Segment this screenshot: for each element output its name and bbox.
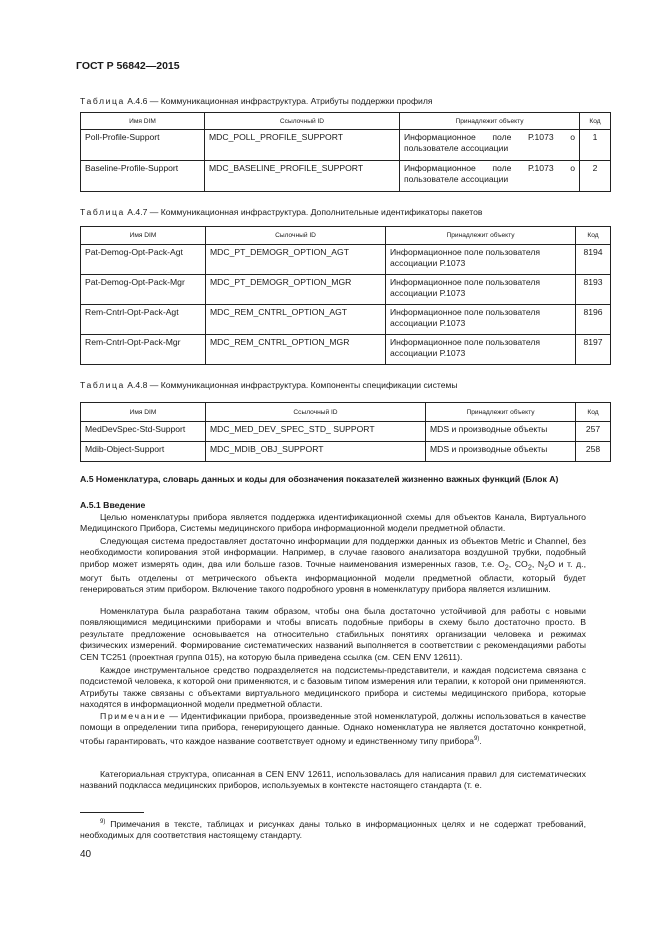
table-caption-a46 (80, 96, 433, 106)
subscript: 2 (527, 562, 532, 572)
table-caption-a48 (80, 380, 458, 390)
table-row (81, 442, 611, 462)
column-header: Имя DIM (81, 113, 205, 130)
owner-object-cell: Информационное поле пользователя ассоциации Р.1073 (386, 275, 576, 305)
table-a46 (80, 112, 611, 192)
column-header: Код (576, 403, 611, 422)
table-caption-a47 (80, 207, 482, 217)
subscript: 2 (544, 562, 549, 572)
table-label: Таблица (80, 207, 125, 217)
column-header: Сылочный ID (206, 227, 386, 245)
reference-id-cell: MDC_BASELINE_PROFILE_SUPPORT (205, 161, 400, 192)
footnote-separator (80, 812, 144, 813)
footnote-reference: 9) (473, 735, 480, 742)
text-run: O и т. д., могут быть отделены от метрического объекта информационной модели предметной области, который будет генерироваться этим прибором. Включение такого подробного уровня в номенклатуру прибора является излишним. (80, 558, 586, 595)
code-cell: 2 (580, 161, 611, 192)
footnote-marker: 9) (100, 819, 106, 825)
code-cell: 1 (580, 130, 611, 161)
reference-id-cell: MDC_POLL_PROFILE_SUPPORT (205, 130, 400, 161)
owner-object-cell: Информационное поле пользователя ассоциации Р.1073 (386, 245, 576, 275)
table-header-row (81, 403, 611, 422)
column-header: Принадлежит объекту (426, 403, 576, 422)
code-cell: 8194 (576, 245, 611, 275)
table-row (81, 245, 611, 275)
code-cell: 257 (576, 422, 611, 442)
paragraph-system (80, 536, 586, 596)
table-row (81, 161, 611, 192)
table-row (81, 130, 611, 161)
note-end: . (479, 735, 482, 746)
text-run: , CO (508, 558, 528, 569)
table-row (81, 422, 611, 442)
section-heading: А.5 Номенклатура, словарь данных и коды для обозначения показателей жизненно важных функций (Блок А) (80, 474, 559, 484)
footnote (80, 817, 586, 842)
subsection-heading: А.5.1 Введение (80, 500, 146, 510)
reference-id-cell: MDC_REM_CNTRL_OPTION_MGR (206, 335, 386, 365)
column-header: Ссылочный ID (206, 403, 426, 422)
column-header: Имя DIM (81, 403, 206, 422)
paragraph-purpose: Целью номенклатуры прибора является поддержка идентификационной схемы для объектов Канала, Виртуального Медицинского Прибора, Системы медицинского прибора информационной модели предметной области. (80, 512, 586, 534)
dim-name-cell: Pat-Demog-Opt-Pack-Mgr (81, 275, 206, 305)
dim-name-cell: Poll-Profile-Support (81, 130, 205, 161)
owner-object-cell: MDS и производные объекты (426, 422, 576, 442)
document-title: ГОСТ Р 56842—2015 (76, 60, 180, 72)
column-header: Код (580, 113, 611, 130)
code-cell: 8197 (576, 335, 611, 365)
table-caption-text: А.4.8 — Коммуникационная инфраструктура. Компоненты спецификации системы (124, 380, 458, 390)
table-a47 (80, 226, 611, 365)
paragraph-categorial-structure: Категориальная структура, описанная в CEN ENV 12611, использовалась для написания правил для систематических названий подкласса медицинских приборов, используемых в контексте настоящего стандарта (т. е. (80, 769, 586, 791)
code-cell: 8193 (576, 275, 611, 305)
column-header: Принадлежит объекту (400, 113, 580, 130)
owner-object-cell: Информационное поле пользователя ассоциации Р.1073 (386, 305, 576, 335)
column-header: Имя DIM (81, 227, 206, 245)
note-text: — Идентификации прибора, произведенные этой номенклатурой, должны использоваться в качестве помощи в определении типа прибора, генерирующего данные. Однако номенклатура не является достаточно конкретной, чтобы гарантировать, что каждое название соответствует одному и единственному типу прибора (80, 711, 586, 746)
page-number: 40 (80, 849, 92, 860)
paragraph-instruments: Каждое инструментальное средство подразделяется на подсистемы-представители, и каждая подсистема связана с подсистемой человека, к которой они применяются, и с базовым типом измерения или терапии, к которой они применяются. Атрибуты также связаны с объектами виртуального медицинского прибора и системы медицинского прибора, которые находятся в информационной модели предметной области. (80, 665, 586, 710)
paragraph-nomenclature-design: Номенклатура была разработана таким образом, чтобы она была достаточно устойчивой для работы с новыми появляющимися медицинскими приборами и чтобы вписать подобные приборы в схему было достаточно просто. В результате предложение основывается на относительно стабильных понятиях организации человека и режимах физических измерений. Формирование систематических названий выполняется в соответствии с рекомендациями работы CEN TC251 (проектная группа 015), на которую была приведена ссылка (см. CEN ENV 12611). (80, 606, 586, 662)
table-header-row (81, 227, 611, 245)
dim-name-cell: Rem-Cntrl-Opt-Pack-Agt (81, 305, 206, 335)
text-run: Следующая система предоставляет достаточно информации для поддержки данных из объектов Metric и Channel, без необходимости копирования этой информации. Например, в случае газового анализатора воздушной трубки, подобный прибор может измерять один, два или больше газов. Точные наименования измеренных газов, т.е. O (80, 536, 586, 569)
column-header: Ссылочный ID (205, 113, 400, 130)
table-label: Таблица (80, 96, 125, 106)
column-header: Принадлежит объекту (386, 227, 576, 245)
owner-object-cell: Информационное поле пользователя ассоциации Р.1073 (386, 335, 576, 365)
reference-id-cell: MDC_MDIB_OBJ_SUPPORT (206, 442, 426, 462)
owner-object-cell: Информационное поле Р.1073 о пользователе ассоциации (400, 161, 580, 192)
table-label: Таблица (80, 380, 125, 390)
reference-id-cell: MDC_MED_DEV_SPEC_STD_ SUPPORT (206, 422, 426, 442)
owner-object-cell: Информационное поле Р.1073 о пользователе ассоциации (400, 130, 580, 161)
subscript: 2 (504, 562, 509, 572)
table-header-row (81, 113, 611, 130)
note-label: Примечание (100, 711, 167, 721)
dim-name-cell: MedDevSpec-Std-Support (81, 422, 206, 442)
reference-id-cell: MDC_PT_DEMOGR_OPTION_AGT (206, 245, 386, 275)
column-header: Код (576, 227, 611, 245)
dim-name-cell: Baseline-Profile-Support (81, 161, 205, 192)
dim-name-cell: Rem-Cntrl-Opt-Pack-Mgr (81, 335, 206, 365)
table-caption-text: А.4.6 — Коммуникационная инфраструктура. Атрибуты поддержки профиля (124, 96, 433, 106)
reference-id-cell: MDC_PT_DEMOGR_OPTION_MGR (206, 275, 386, 305)
code-cell: 258 (576, 442, 611, 462)
table-row (81, 275, 611, 305)
code-cell: 8196 (576, 305, 611, 335)
note-paragraph (80, 711, 586, 747)
table-a48 (80, 402, 611, 462)
dim-name-cell: Mdib-Object-Support (81, 442, 206, 462)
reference-id-cell: MDC_REM_CNTRL_OPTION_AGT (206, 305, 386, 335)
dim-name-cell: Pat-Demog-Opt-Pack-Agt (81, 245, 206, 275)
text-run: , N (531, 558, 545, 569)
table-row (81, 305, 611, 335)
table-row (81, 335, 611, 365)
owner-object-cell: MDS и производные объекты (426, 442, 576, 462)
table-caption-text: А.4.7 — Коммуникационная инфраструктура. Дополнительные идентификаторы пакетов (124, 207, 483, 217)
footnote-text: Примечания в тексте, таблицах и рисунках даны только в информационных целях и не содержат требований, необходимых для соответствия настоящему стандарту. (80, 818, 586, 841)
